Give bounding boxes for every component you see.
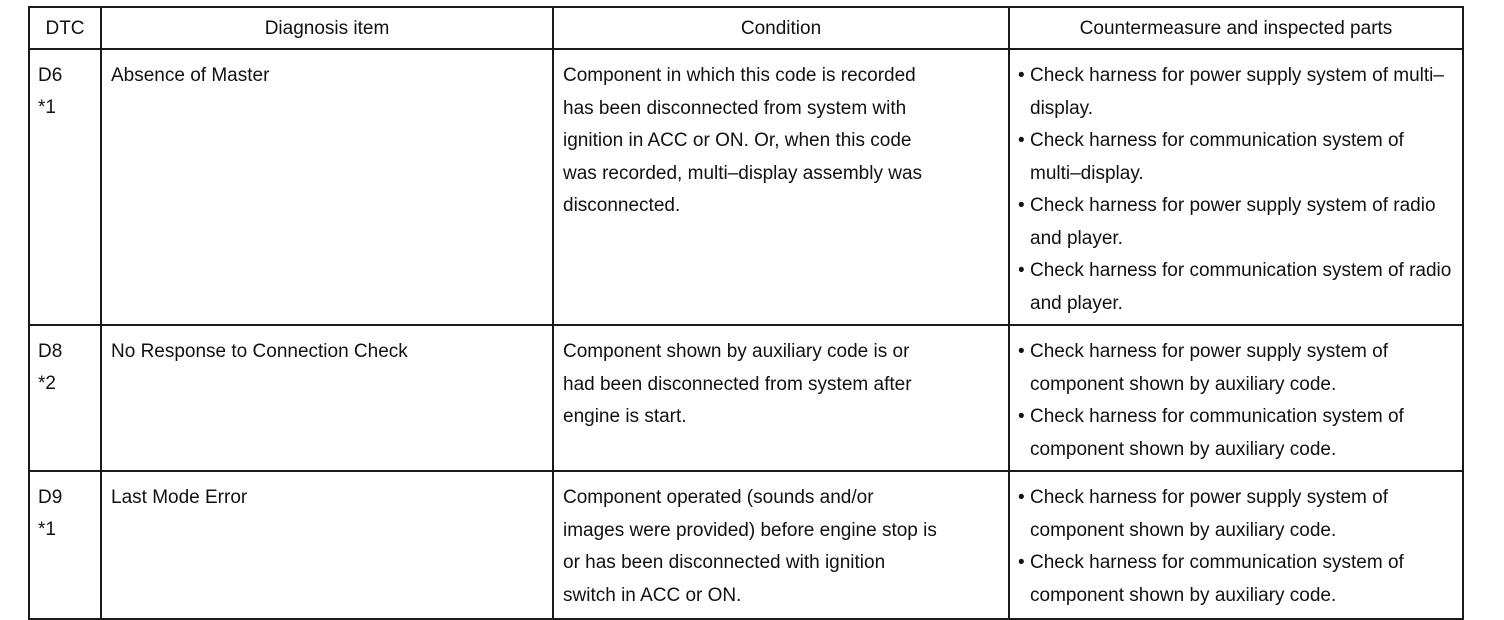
condition-line: Component operated (sounds and/or [563, 487, 874, 508]
condition-cell [553, 49, 1009, 325]
countermeasure-cell [1009, 471, 1463, 619]
countermeasure-item: • Check harness for power supply system of radio and player. [1018, 190, 1458, 255]
condition-line: switch in ACC or ON. [563, 584, 742, 606]
condition-line: Component in which this code is recorded [563, 65, 916, 86]
condition-line: has been disconnected from system with [563, 97, 907, 119]
header-dtc: DTC [29, 7, 101, 49]
header-row [29, 7, 1463, 49]
countermeasure-item: • Check harness for power supply system of component shown by auxiliary code. [1018, 336, 1458, 401]
countermeasure-item: • Check harness for communication system of radio and player. [1018, 255, 1458, 320]
diagnosis-item: Last Mode Error [111, 487, 248, 508]
dtc-cell [29, 49, 101, 325]
diagnosis-item: No Response to Connection Check [111, 341, 408, 362]
diagnosis-item-cell [101, 49, 553, 325]
countermeasure-item: • Check harness for power supply system of component shown by auxiliary code. [1018, 482, 1458, 547]
table-row [29, 325, 1463, 471]
condition-line: Component shown by auxiliary code is or [563, 341, 910, 362]
diagnosis-item: Absence of Master [111, 65, 270, 86]
countermeasure-cell [1009, 49, 1463, 325]
dtc-cell [29, 325, 101, 471]
condition-cell [553, 471, 1009, 619]
dtc-note: *2 [38, 373, 56, 394]
dtc-cell [29, 471, 101, 619]
countermeasure-cell [1009, 325, 1463, 471]
diagnosis-item-cell [101, 325, 553, 471]
condition-line: was recorded, multi–display assembly was [563, 162, 923, 184]
condition-line: or has been disconnected with ignition [563, 552, 886, 573]
dtc-table [28, 6, 1464, 620]
condition-line: had been disconnected from system after [563, 373, 912, 395]
dtc-code: D6 [38, 65, 63, 86]
header-diagnosis-item: Diagnosis item [101, 7, 553, 49]
table-row [29, 471, 1463, 619]
condition-line: engine is start. [563, 406, 687, 427]
condition-line: disconnected. [563, 195, 681, 216]
countermeasure-list [1010, 326, 1462, 470]
table-row [29, 49, 1463, 325]
dtc-code: D9 [38, 487, 63, 508]
countermeasure-item: • Check harness for communication system of component shown by auxiliary code. [1018, 547, 1458, 612]
condition-cell [553, 325, 1009, 471]
dtc-note: *1 [38, 519, 56, 540]
countermeasure-item: • Check harness for communication system of multi–display. [1018, 125, 1458, 190]
header-countermeasure: Countermeasure and inspected parts [1009, 7, 1463, 49]
dtc-note: *1 [38, 97, 56, 118]
countermeasure-item: • Check harness for communication system of component shown by auxiliary code. [1018, 401, 1458, 466]
countermeasure-item: • Check harness for power supply system of multi–display. [1018, 60, 1458, 125]
countermeasure-list [1010, 472, 1462, 616]
diagnosis-item-cell [101, 471, 553, 619]
condition-line: ignition in ACC or ON. Or, when this code [563, 130, 912, 151]
header-condition: Condition [553, 7, 1009, 49]
condition-line: images were provided) before engine stop is [563, 519, 937, 541]
dtc-code: D8 [38, 341, 63, 362]
countermeasure-list [1010, 50, 1462, 324]
